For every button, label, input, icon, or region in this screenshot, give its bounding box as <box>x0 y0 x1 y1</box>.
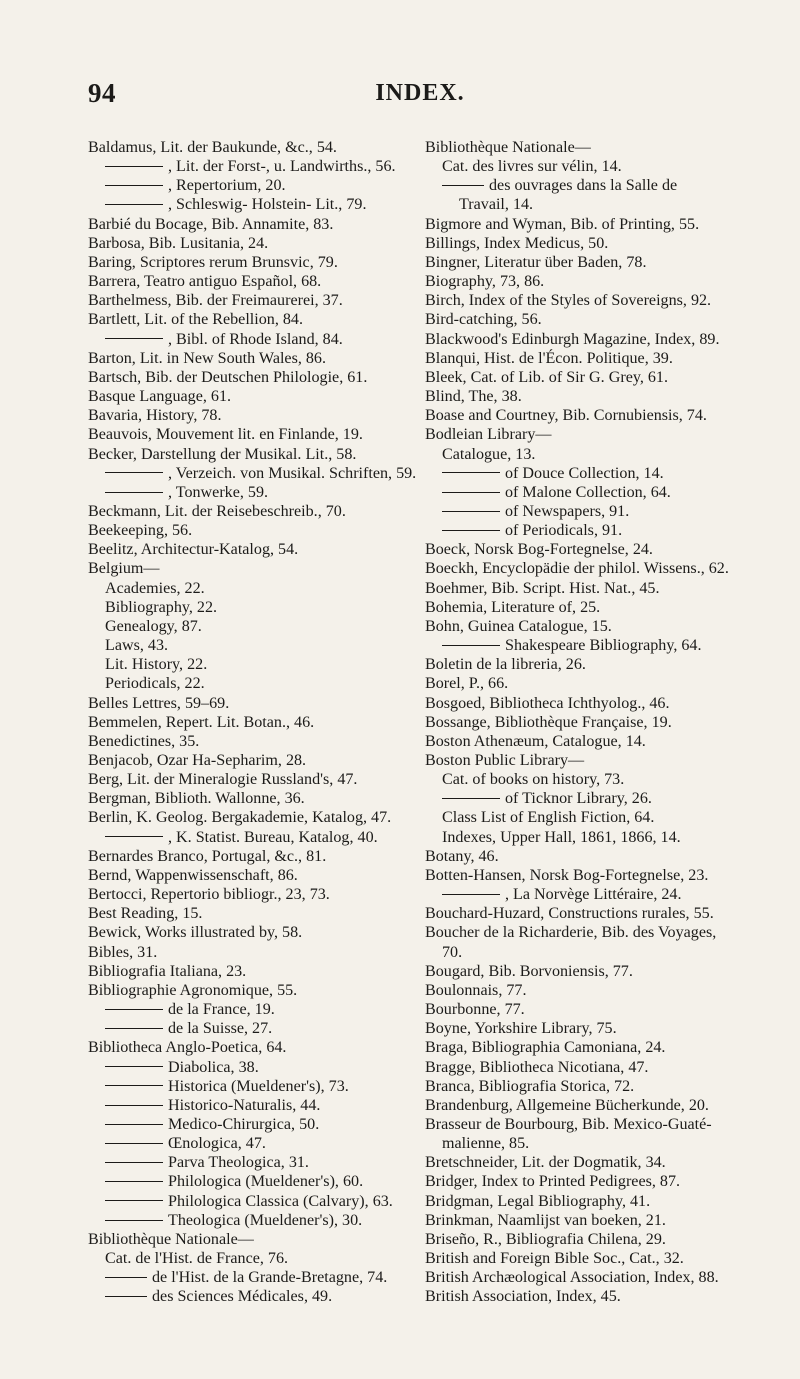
index-entry <box>88 713 410 732</box>
index-entry <box>425 310 765 329</box>
index-entry <box>88 1096 410 1115</box>
index-entry <box>425 828 765 847</box>
index-entry <box>425 885 765 904</box>
index-entry-text: Beauvois, Mouvement lit. en Finlande, 19. <box>88 426 363 444</box>
index-entry-text: Boeck, Norsk Bog-Fortegnelse, 24. <box>425 541 653 559</box>
index-entry <box>88 866 410 885</box>
ditto-rule <box>105 1277 147 1278</box>
index-entry <box>88 617 410 636</box>
index-entry <box>425 866 765 885</box>
index-entry-text: , Verzeich. von Musikal. Schriften, 59. <box>168 464 417 482</box>
index-entry <box>425 943 765 962</box>
index-entry-text: Baldamus, Lit. der Baukunde, &c., 54. <box>88 139 337 156</box>
index-entry <box>88 387 410 406</box>
index-entry-text: Parva Theologica, 31. <box>168 1154 309 1172</box>
index-entry <box>425 559 765 578</box>
index-entry <box>88 368 410 387</box>
index-entry <box>88 406 410 425</box>
index-entry <box>88 1287 410 1306</box>
index-entry-text: Class List of English Fiction, 64. <box>442 809 655 827</box>
index-entry <box>425 847 765 866</box>
index-entry <box>88 234 410 253</box>
index-entry-text: Boehmer, Bib. Script. Hist. Nat., 45. <box>425 579 660 597</box>
index-entry <box>88 425 410 444</box>
index-entry-text: of Douce Collection, 14. <box>505 464 664 482</box>
index-entry-text: Biography, 73, 86. <box>425 273 545 291</box>
index-entry-text: Diabolica, 38. <box>168 1058 259 1076</box>
ditto-rule <box>442 798 500 799</box>
ditto-rule <box>105 1200 163 1201</box>
index-entry <box>88 502 410 521</box>
index-entry <box>425 464 765 483</box>
index-entry <box>88 1115 410 1134</box>
index-entry <box>88 674 410 693</box>
left-column <box>88 138 417 1307</box>
index-entry-text: Travail, 14. <box>459 196 534 214</box>
ditto-rule <box>105 1066 163 1067</box>
index-entry <box>88 138 410 157</box>
index-entry-text: Barbié du Bocage, Bib. Annamite, 83. <box>88 215 334 233</box>
index-entry-text: Bohn, Guinea Catalogue, 15. <box>425 617 612 635</box>
index-entry-text: Branca, Bibliografia Storica, 72. <box>425 1077 635 1095</box>
index-entry <box>425 962 765 981</box>
index-entry <box>88 1058 410 1077</box>
index-entry-text: Birch, Index of the Styles of Sovereigns, 92. <box>425 292 712 310</box>
index-entry-text: , La Norvège Littéraire, 24. <box>505 886 682 904</box>
index-entry <box>88 1211 410 1230</box>
ditto-rule <box>105 166 163 167</box>
index-entry-text: Barrera, Teatro antiguo Español, 68. <box>88 273 322 291</box>
ditto-rule <box>442 472 500 473</box>
ditto-rule <box>105 1220 163 1221</box>
index-entry <box>425 694 765 713</box>
index-entry <box>88 1153 410 1172</box>
index-entry <box>425 1287 765 1306</box>
index-entry-text: Bibles, 31. <box>88 943 158 961</box>
index-entry-text: Bingner, Literatur über Baden, 78. <box>425 253 647 271</box>
index-entry <box>88 291 410 310</box>
index-entry <box>425 923 765 942</box>
index-entry-text: Bibliothèque Nationale— <box>88 1230 254 1248</box>
index-entry-text: Brasseur de Bourbourg, Bib. Mexico-Guaté- <box>425 1115 712 1133</box>
index-entry <box>425 789 765 808</box>
index-entry <box>88 310 410 329</box>
index-entry <box>88 732 410 751</box>
index-entry-text: Academies, 22. <box>105 579 205 597</box>
index-entry-text: Botany, 46. <box>425 847 499 865</box>
index-entry-text: de la France, 19. <box>168 1001 275 1019</box>
ditto-rule <box>105 472 163 473</box>
index-entry <box>425 1077 765 1096</box>
index-entry-text: Cat. de l'Hist. de France, 76. <box>105 1250 289 1268</box>
index-entry <box>88 1249 410 1268</box>
index-entry <box>425 234 765 253</box>
index-entry <box>88 636 410 655</box>
index-entry <box>88 962 410 981</box>
index-entry <box>425 521 765 540</box>
ditto-rule <box>105 1296 147 1297</box>
ditto-rule <box>442 530 500 531</box>
index-entry <box>425 751 765 770</box>
index-entry-text: Bibliografia Italiana, 23. <box>88 962 247 980</box>
ditto-rule <box>442 492 500 493</box>
ditto-rule <box>105 1105 163 1106</box>
index-entry <box>88 943 410 962</box>
index-entry <box>88 1172 410 1191</box>
index-entry-text: Blackwood's Edinburgh Magazine, Index, 89. <box>425 330 720 348</box>
index-entry <box>425 483 765 502</box>
index-entry <box>425 1153 765 1172</box>
index-entry <box>425 636 765 655</box>
index-entry <box>88 349 410 368</box>
right-column <box>425 138 765 1307</box>
ditto-rule <box>105 1162 163 1163</box>
index-entry-text: Periodicals, 22. <box>105 675 205 693</box>
index-entry <box>88 253 410 272</box>
index-entry-text: Berg, Lit. der Mineralogie Russland's, 47. <box>88 771 358 789</box>
index-entry <box>425 1115 765 1134</box>
index-entry <box>425 1268 765 1287</box>
index-entry <box>88 598 410 617</box>
index-entry-text: Bavaria, History, 78. <box>88 407 222 425</box>
ditto-rule <box>442 185 484 186</box>
index-entry-text: Beekeeping, 56. <box>88 522 193 540</box>
index-entry <box>425 349 765 368</box>
index-entry <box>88 885 410 904</box>
index-entry <box>88 981 410 1000</box>
index-entry <box>425 770 765 789</box>
index-entry-text: Medico-Chirurgica, 50. <box>168 1115 320 1133</box>
index-entry <box>88 904 410 923</box>
index-entry-text: Barton, Lit. in New South Wales, 86. <box>88 349 327 367</box>
index-entry-text: Bibliography, 22. <box>105 598 218 616</box>
index-entry-text: Œnologica, 47. <box>168 1135 266 1153</box>
ditto-rule <box>105 836 163 837</box>
index-entry <box>425 157 765 176</box>
index-entry <box>425 425 765 444</box>
index-entry <box>425 674 765 693</box>
index-entry <box>88 1192 410 1211</box>
index-entry-text: Bouchard-Huzard, Constructions rurales, 55. <box>425 905 714 923</box>
index-entry <box>425 1172 765 1191</box>
index-entry-text: Catalogue, 13. <box>442 445 536 463</box>
index-entry <box>88 215 410 234</box>
index-entry <box>425 253 765 272</box>
index-entry-text: Bragge, Bibliotheca Nicotiana, 47. <box>425 1058 649 1076</box>
index-entry <box>425 406 765 425</box>
index-entry-text: , Schleswig- Holstein- Lit., 79. <box>168 196 367 214</box>
index-entry-text: Bemmelen, Repert. Lit. Botan., 46. <box>88 713 315 731</box>
index-entry <box>88 464 417 483</box>
index-entry-text: , Lit. der Forst-, u. Landwirths., 56. <box>168 158 396 176</box>
index-entry <box>425 713 765 732</box>
index-entry-text: Beckmann, Lit. der Reisebeschreib., 70. <box>88 502 346 520</box>
index-entry <box>88 1000 410 1019</box>
index-entry-text: Theologica (Mueldener's), 30. <box>168 1211 363 1229</box>
index-entry <box>425 1000 765 1019</box>
index-entry-text: Bewick, Works illustrated by, 58. <box>88 924 303 942</box>
index-entry <box>425 732 765 751</box>
index-entry-text: Bernardes Branco, Portugal, &c., 81. <box>88 847 327 865</box>
ditto-rule <box>105 1143 163 1144</box>
index-entry-text: Shakespeare Bibliography, 64. <box>505 637 702 655</box>
index-entry-text: Bridgman, Legal Bibliography, 41. <box>425 1192 651 1210</box>
ditto-rule <box>105 1028 163 1029</box>
index-entry <box>88 694 410 713</box>
index-entry <box>88 176 410 195</box>
index-entry-text: des Sciences Médicales, 49. <box>152 1288 333 1306</box>
index-entry-text: British Archæological Association, Index, 88. <box>425 1269 719 1287</box>
index-entry <box>88 1019 410 1038</box>
index-entry <box>425 502 765 521</box>
index-entry-text: Berlin, K. Geolog. Bergakademie, Katalog, 47. <box>88 809 392 827</box>
index-entry-text: Bosgoed, Bibliotheca Ichthyolog., 46. <box>425 694 670 712</box>
index-entry-text: Boucher de la Richarderie, Bib. des Voyages, <box>425 924 717 942</box>
index-entry-text: Boston Public Library— <box>425 752 585 769</box>
ditto-rule <box>105 338 163 339</box>
running-head: INDEX. <box>375 80 465 106</box>
index-entry-text: Bergman, Biblioth. Wallonne, 36. <box>88 790 305 808</box>
index-entry <box>425 1019 765 1038</box>
index-entry-text: Bigmore and Wyman, Bib. of Printing, 55. <box>425 215 700 233</box>
index-entry-text: Blanqui, Hist. de l'Écon. Politique, 39. <box>425 349 673 367</box>
index-entry <box>88 808 410 827</box>
index-entry-text: 70. <box>442 943 463 961</box>
index-entry-text: , Repertorium, 20. <box>168 177 286 195</box>
index-entry-text: Cat. of books on history, 73. <box>442 771 625 789</box>
index-entry <box>88 655 410 674</box>
index-entry <box>425 1249 765 1268</box>
index-entry-text: Boulonnais, 77. <box>425 981 527 999</box>
index-entry-text: Bartlett, Lit. of the Rebellion, 84. <box>88 311 303 329</box>
index-entry <box>425 808 765 827</box>
index-entry-text: Cat. des livres sur vélin, 14. <box>442 158 622 176</box>
index-entry <box>88 157 410 176</box>
ditto-rule <box>105 1009 163 1010</box>
index-entry-text: Laws, 43. <box>105 637 169 655</box>
index-entry <box>88 923 410 942</box>
index-entry <box>425 1096 765 1115</box>
index-entry <box>425 330 765 349</box>
index-entry <box>425 291 765 310</box>
index-entry <box>425 445 765 464</box>
index-entry <box>88 847 410 866</box>
index-entry-text: Historica (Mueldener's), 73. <box>168 1077 349 1095</box>
index-entry <box>88 195 410 214</box>
index-entry-text: British Association, Index, 45. <box>425 1288 621 1306</box>
index-entry <box>425 904 765 923</box>
index-entry-text: Briseño, R., Bibliografia Chilena, 29. <box>425 1230 666 1248</box>
ditto-rule <box>442 894 500 895</box>
index-entry-text: Belles Lettres, 59–69. <box>88 694 230 712</box>
index-entry-text: Becker, Darstellung der Musikal. Lit., 58. <box>88 445 357 463</box>
index-entry-text: Historico-Naturalis, 44. <box>168 1096 321 1114</box>
index-entry <box>425 195 765 214</box>
index-entry <box>425 368 765 387</box>
index-entry-text: Bridger, Index to Printed Pedigrees, 87. <box>425 1173 681 1191</box>
index-entry <box>425 579 765 598</box>
index-entry <box>425 272 765 291</box>
index-entry <box>88 445 410 464</box>
index-entry-text: , Tonwerke, 59. <box>168 483 269 501</box>
index-entry-text: Bodleian Library— <box>425 426 552 444</box>
index-entry <box>425 598 765 617</box>
index-entry-text: Benedictines, 35. <box>88 732 200 750</box>
index-entry-text: Philologica Classica (Calvary), 63. <box>168 1192 393 1210</box>
index-entry <box>425 176 765 195</box>
index-entry <box>88 1230 410 1249</box>
ditto-rule <box>105 1085 163 1086</box>
index-entry-text: Barthelmess, Bib. der Freimaurerei, 37. <box>88 292 343 310</box>
index-entry-text: Bleek, Cat. of Lib. of Sir G. Grey, 61. <box>425 368 669 386</box>
index-entry-text: Blind, The, 38. <box>425 388 522 406</box>
index-entry-text: Bourbonne, 77. <box>425 1001 525 1019</box>
ditto-rule <box>442 645 500 646</box>
index-entry-text: de la Suisse, 27. <box>168 1020 273 1038</box>
index-entry-text: Boase and Courtney, Bib. Cornubiensis, 74. <box>425 407 707 425</box>
index-entry-text: Basque Language, 61. <box>88 388 232 406</box>
index-entry <box>88 272 410 291</box>
index-entry <box>425 1211 765 1230</box>
index-entry-text: Belgium— <box>88 560 160 578</box>
index-entry-text: Indexes, Upper Hall, 1861, 1866, 14. <box>442 828 681 846</box>
index-entry <box>425 1192 765 1211</box>
index-entry-text: of Malone Collection, 64. <box>505 483 671 501</box>
index-entry <box>88 579 410 598</box>
index-entry-text: Boeckh, Encyclopädie der philol. Wissens., 62. <box>425 560 729 578</box>
index-entry <box>88 751 410 770</box>
index-entry <box>88 1077 410 1096</box>
index-entry-text: Philologica (Mueldener's), 60. <box>168 1173 364 1191</box>
index-entry-text: Bretschneider, Lit. der Dogmatik, 34. <box>425 1154 666 1172</box>
index-entry-text: of Periodicals, 91. <box>505 522 623 540</box>
index-entry <box>425 540 765 559</box>
index-entry <box>425 138 765 157</box>
index-entry-text: Lit. History, 22. <box>105 656 208 674</box>
index-entry-text: Borel, P., 66. <box>425 675 509 693</box>
index-entry-text: Boletin de la libreria, 26. <box>425 656 586 674</box>
index-entry-text: Benjacob, Ozar Ha-Sepharim, 28. <box>88 752 307 769</box>
index-entry-text: Boston Athenæum, Catalogue, 14. <box>425 732 646 750</box>
index-entry-text: des ouvrages dans la Salle de <box>489 177 678 195</box>
ditto-rule <box>442 511 500 512</box>
index-entry <box>88 1268 410 1287</box>
index-entry-text: Barbosa, Bib. Lusitania, 24. <box>88 234 269 252</box>
index-entry-text: Bibliothèque Nationale— <box>425 139 591 156</box>
ditto-rule <box>105 185 163 186</box>
index-entry <box>425 1038 765 1057</box>
index-entry-text: Boyne, Yorkshire Library, 75. <box>425 1020 617 1038</box>
index-entry <box>88 1134 410 1153</box>
index-entry-text: Bossange, Bibliothèque Française, 19. <box>425 713 672 731</box>
index-entry-text: Bibliotheca Anglo-Poetica, 64. <box>88 1039 287 1057</box>
index-entry-text: Bohemia, Literature of, 25. <box>425 598 601 616</box>
index-entry-text: of Newspapers, 91. <box>505 502 630 520</box>
ditto-rule <box>105 1124 163 1125</box>
index-entry-text: Bertocci, Repertorio bibliogr., 23, 73. <box>88 886 330 904</box>
index-entry <box>425 655 765 674</box>
index-entry <box>88 828 410 847</box>
index-entry-text: Brandenburg, Allgemeine Bücherkunde, 20. <box>425 1096 709 1114</box>
index-entry <box>88 559 410 578</box>
ditto-rule <box>105 492 163 493</box>
index-entry <box>425 1230 765 1249</box>
index-entry-text: Billings, Index Medicus, 50. <box>425 234 609 252</box>
index-entry <box>88 540 410 559</box>
index-entry-text: Bibliographie Agronomique, 55. <box>88 981 298 999</box>
index-entry <box>88 1038 410 1057</box>
index-entry <box>88 330 410 349</box>
index-entry-text: Bernd, Wappenwissenschaft, 86. <box>88 866 298 884</box>
index-entry-text: Bird-catching, 56. <box>425 311 542 329</box>
index-entry-text: Bartsch, Bib. der Deutschen Philologie, 61. <box>88 368 368 386</box>
ditto-rule <box>105 1181 163 1182</box>
index-entry-text: Best Reading, 15. <box>88 905 203 923</box>
index-entry-text: , Bibl. of Rhode Island, 84. <box>168 330 343 348</box>
index-entry-text: of Ticknor Library, 26. <box>505 790 652 808</box>
index-entry-text: Brinkman, Naamlijst van boeken, 21. <box>425 1211 666 1229</box>
index-entry <box>425 215 765 234</box>
page-number: 94 <box>88 78 116 108</box>
index-entry-text: Baring, Scriptores rerum Brunsvic, 79. <box>88 253 338 271</box>
index-entry-text: Bougard, Bib. Borvoniensis, 77. <box>425 962 633 980</box>
index-entry-text: British and Foreign Bible Soc., Cat., 32. <box>425 1250 684 1268</box>
index-entry <box>88 770 410 789</box>
index-entry <box>425 1058 765 1077</box>
index-entry <box>425 1134 765 1153</box>
index-entry-text: Beelitz, Architectur-Katalog, 54. <box>88 541 299 559</box>
index-entry-text: Botten-Hansen, Norsk Bog-Fortegnelse, 23. <box>425 866 709 884</box>
index-entry-text: Braga, Bibliographia Camoniana, 24. <box>425 1039 666 1057</box>
index-entry <box>88 521 410 540</box>
index-entry <box>425 981 765 1000</box>
index-entry <box>88 789 410 808</box>
index-entry-text: Genealogy, 87. <box>105 617 202 635</box>
index-entry <box>425 617 765 636</box>
index-entry-text: malienne, 85. <box>442 1135 530 1153</box>
ditto-rule <box>105 204 163 205</box>
index-entry-text: , K. Statist. Bureau, Katalog, 40. <box>168 828 378 846</box>
index-entry <box>425 387 765 406</box>
index-entry-text: de l'Hist. de la Grande-Bretagne, 74. <box>152 1269 388 1287</box>
index-entry <box>88 483 410 502</box>
